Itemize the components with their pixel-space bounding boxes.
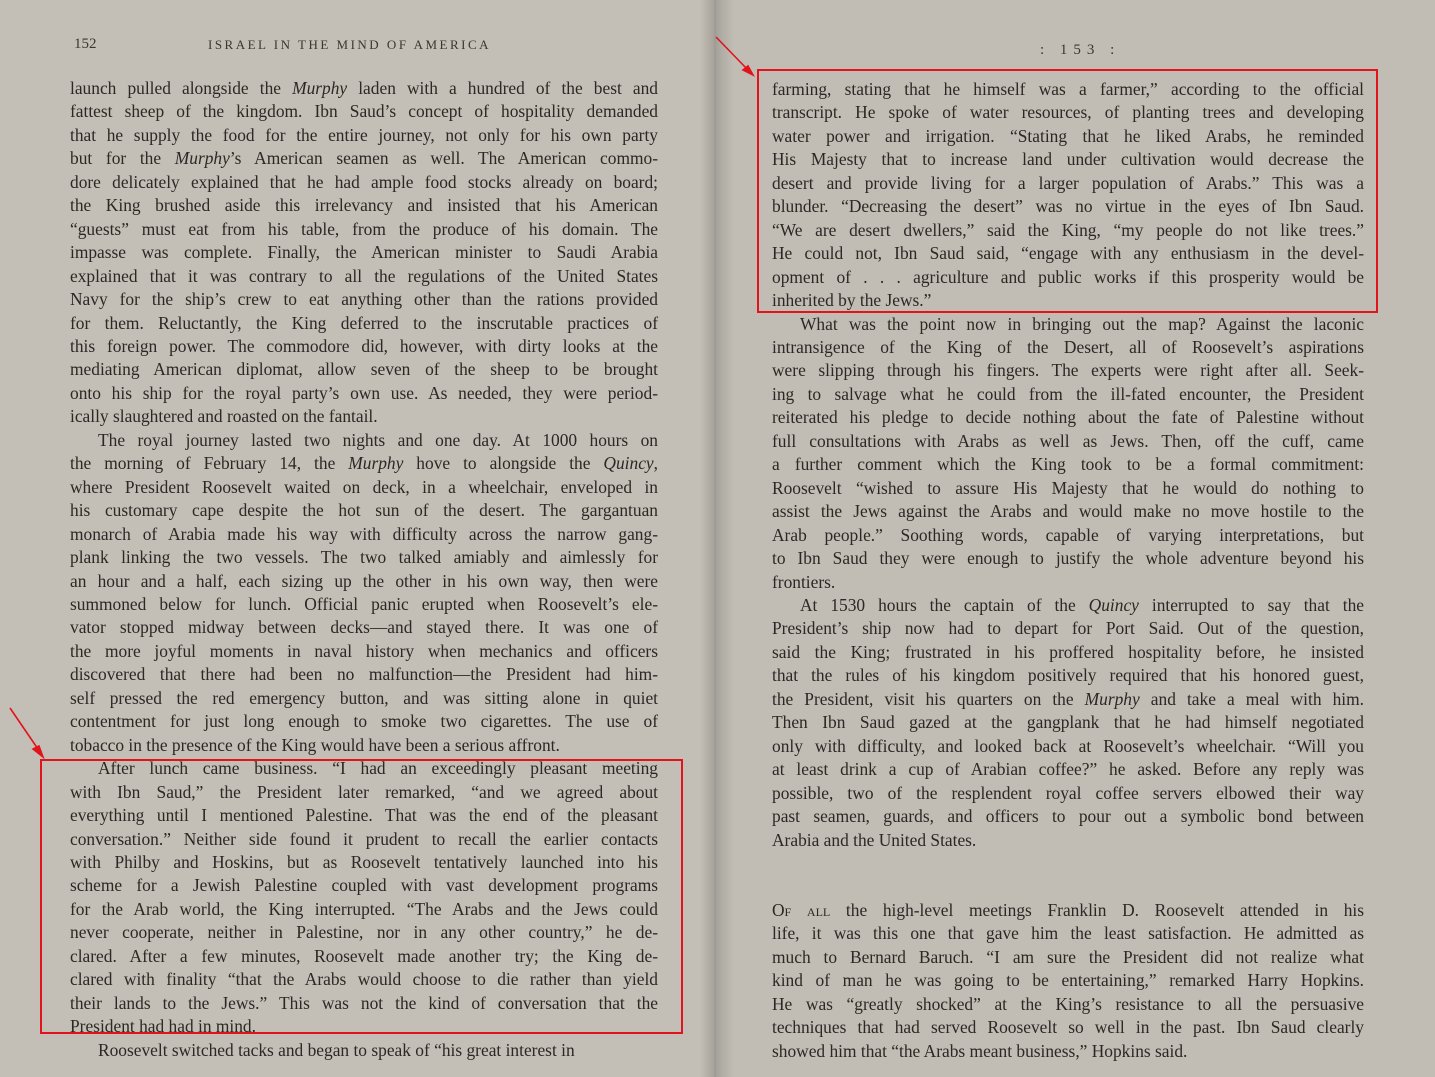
text-line: “We are desert dwellers,” said the King, “my people do not like trees.” xyxy=(772,219,1364,240)
lead-small-caps: Of all xyxy=(772,899,831,920)
text-line: transcript. He spoke of water resources, of planting trees and developing xyxy=(772,102,1364,123)
text-line: Arabia and the United States. xyxy=(772,829,977,850)
text-line: with Philby and Hoskins, but as Roosevelt tentatively launched into his xyxy=(70,851,658,872)
text-line: Of all the high-level meetings Franklin D. Roosevelt attended in his xyxy=(772,899,1364,920)
text-line: explained that it was contrary to all the regulations of the United States xyxy=(70,265,658,286)
text-line: Then Ibn Saud gazed at the gangplank that he had himself negotiated xyxy=(772,712,1364,733)
text-line: this foreign power. The commodore did, however, with dirty looks at the xyxy=(70,335,658,356)
text-line: At 1530 hours the captain of the Quincy interrupted to say that the xyxy=(800,594,1364,615)
text-line: summoned below for lunch. Official panic erupted when Roosevelt’s ele- xyxy=(70,593,658,614)
page-number-right: : 153 : xyxy=(1040,42,1121,58)
text-line: contentment for just long enough to smoke two cigarettes. The use of xyxy=(70,711,658,732)
text-line: the more joyful moments in naval history when mechanics and officers xyxy=(70,640,658,661)
text-line: Arab people.” Soothing words, capable of varying interpretations, but xyxy=(772,524,1364,545)
text-line: were slipping through his fingers. The experts were right after all. Seek- xyxy=(772,360,1364,381)
text-line: mediating American diplomat, allow seven of the sheep to be brought xyxy=(70,359,658,380)
text-line: an hour and a half, each sizing up the other in his own way, then were xyxy=(70,570,658,591)
text-line: scheme for a Jewish Palestine coupled with vast development programs xyxy=(70,875,658,896)
text-line: for the Arab world, the King interrupted. “The Arabs and the Jews could xyxy=(70,898,658,919)
text-line: self pressed the red emergency button, and was sitting alone in quiet xyxy=(70,687,658,708)
text-line: their lands to the Jews.” This was not the kind of conversation that the xyxy=(70,992,658,1013)
text-line: for them. Reluctantly, the King deferred to the inscrutable practices of xyxy=(70,312,658,333)
text-line: blunder. “Decreasing the desert” was no virtue in the eyes of Ibn Saud. xyxy=(772,196,1364,217)
text-line: discovered that there had been no malfunction—the President had him- xyxy=(70,664,658,685)
text-line: techniques that had served Roosevelt so well in the past. Ibn Saud clearly xyxy=(772,1017,1364,1038)
page-number-left: 152 xyxy=(74,36,97,52)
text-line: ing to salvage what he could from the ill-fated encounter, the President xyxy=(772,383,1364,404)
text-line: said the King; frustrated in his proffered hospitality before, he insisted xyxy=(772,641,1364,662)
text-line: He could not, Ibn Saud said, “engage with any enthusiasm in the devel- xyxy=(772,243,1364,264)
text-line: a further comment which the King took to be a formal commitment: xyxy=(772,454,1364,475)
text-line: that he supply the food for the entire journey, not only for his own party xyxy=(70,124,658,145)
text-line: dore delicately explained that he had ample food stocks already on board; xyxy=(70,171,658,192)
text-line: at least drink a cup of Arabian coffee?” he asked. Before any reply was xyxy=(772,759,1364,780)
running-head: ISRAEL IN THE MIND OF AMERICA xyxy=(208,37,492,52)
text-line: water power and irrigation. “Stating that he liked Arabs, he reminded xyxy=(772,125,1364,146)
text-line: much to Bernard Baruch. “I am sure the President did not realize what xyxy=(772,946,1364,967)
text-line: where President Roosevelt waited on deck, in a wheelchair, enveloped in xyxy=(70,476,658,497)
text-line: possible, two of the resplendent royal coffee servers elbowed their way xyxy=(772,782,1364,803)
text-line: conversation.” Neither side found it prudent to recall the earlier contacts xyxy=(70,828,658,849)
text-line: desert and provide living for a larger population of Arabs.” This was a xyxy=(772,172,1364,193)
text-line: plank linking the two vessels. The two talked amiably and aimlessly for xyxy=(70,547,658,568)
text-line: Roosevelt “wished to assure His Majesty that he would do nothing to xyxy=(772,477,1364,498)
text-line: The royal journey lasted two nights and one day. At 1000 hours on xyxy=(98,429,658,450)
text-line: onto his ship for the royal party’s own use. As needed, they were period- xyxy=(70,382,658,403)
text-line: with Ibn Saud,” the President later remarked, “and we agreed about xyxy=(70,781,658,802)
text-line: frontiers. xyxy=(772,571,836,592)
text-line: After lunch came business. “I had an exceedingly pleasant meeting xyxy=(98,758,658,779)
text-line: full consultations with Arabs as well as Jews. Then, off the cuff, came xyxy=(772,430,1364,451)
text-line: He was “greatly shocked” at the King’s resistance to all the persuasive xyxy=(772,993,1364,1014)
text-line: everything until I mentioned Palestine. That was the end of the pleasant xyxy=(70,805,658,826)
text-line: launch pulled alongside the Murphy laden with a hundred of the best and xyxy=(70,78,658,98)
text-line: the morning of February 14, the Murphy hove to alongside the Quincy, xyxy=(70,453,659,474)
text-line: that the rules of his kingdom positively required that his honored guest, xyxy=(772,665,1364,686)
text-line: opment of . . . agriculture and public works if this prosperity would be xyxy=(772,266,1364,287)
text-line: Roosevelt switched tacks and began to speak of “his great interest in xyxy=(98,1039,575,1060)
text-line: tobacco in the presence of the King would have been a serious affront. xyxy=(70,734,560,755)
text-line: his customary cape despite the hot sun of the desert. The gargantuan xyxy=(70,500,658,521)
text-line: but for the Murphy’s American seamen as well. The American commo- xyxy=(70,148,658,169)
text-line: His Majesty that to increase land under cultivation would decrease the xyxy=(772,149,1364,170)
text-line: past seamen, guards, and officers to pour out a symbolic bond between xyxy=(772,806,1364,827)
text-line: the King brushed aside this irrelevancy and insisted that his American xyxy=(70,195,658,216)
text-line: President had had in mind. xyxy=(70,1016,256,1037)
text-line: ically slaughtered and roasted on the fantail. xyxy=(70,406,378,427)
text-line: assist the Jews against the Arabs and would make no move hostile to the xyxy=(772,501,1364,522)
text-line: fattest sheep of the kingdom. Ibn Saud’s concept of hospitality demanded xyxy=(70,101,658,122)
text-line: “guests” must eat from his table, from the produce of his domain. The xyxy=(70,218,658,239)
text-line: monarch of Arabia made his way with difficulty across the narrow gang- xyxy=(70,523,658,544)
text-line: the President, visit his quarters on the Murphy and take a meal with him. xyxy=(772,688,1364,709)
text-line: never cooperate, neither in Palestine, nor in any other country,” he de- xyxy=(70,922,658,943)
text-line: farming, stating that he himself was a farmer,” according to the official xyxy=(772,79,1364,99)
arrow-right xyxy=(716,37,753,75)
text-line: clared. After a few minutes, Roosevelt made another try; the King de- xyxy=(70,945,658,966)
text-line: clared with finality “that the Arabs would choose to die rather than yield xyxy=(70,969,658,990)
text-line: intransigence of the King of the Desert, all of Roosevelt’s aspirations xyxy=(772,336,1364,357)
text-line: life, it was this one that gave him the least satisfaction. He admitted as xyxy=(772,923,1364,944)
text-line: vator stopped midway between decks—and stayed there. It was one of xyxy=(70,617,658,638)
text-line: to Ibn Saud they were enough to justify the whole adventure beyond his xyxy=(772,548,1364,569)
text-line: What was the point now in bringing out the map? Against the laconic xyxy=(800,313,1364,334)
text-line: impasse was complete. Finally, the American minister to Saudi Arabia xyxy=(70,242,658,263)
text-line: showed him that “the Arabs meant business,” Hopkins said. xyxy=(772,1040,1188,1061)
arrow-left xyxy=(10,708,43,757)
text-line: Navy for the ship’s crew to eat anything other than the rations provided xyxy=(70,289,658,310)
text-line: kind of man he was going to be entertaining,” remarked Harry Hopkins. xyxy=(772,970,1364,991)
text-line: inherited by the Jews.” xyxy=(772,290,932,311)
text-line: only with difficulty, and looked back at Roosevelt’s wheelchair. “Will you xyxy=(772,735,1364,756)
text-line: reiterated his pledge to decide nothing about the fate of Palestine without xyxy=(772,407,1364,428)
text-line: President’s ship now had to depart for Port Said. Out of the question, xyxy=(772,618,1364,639)
